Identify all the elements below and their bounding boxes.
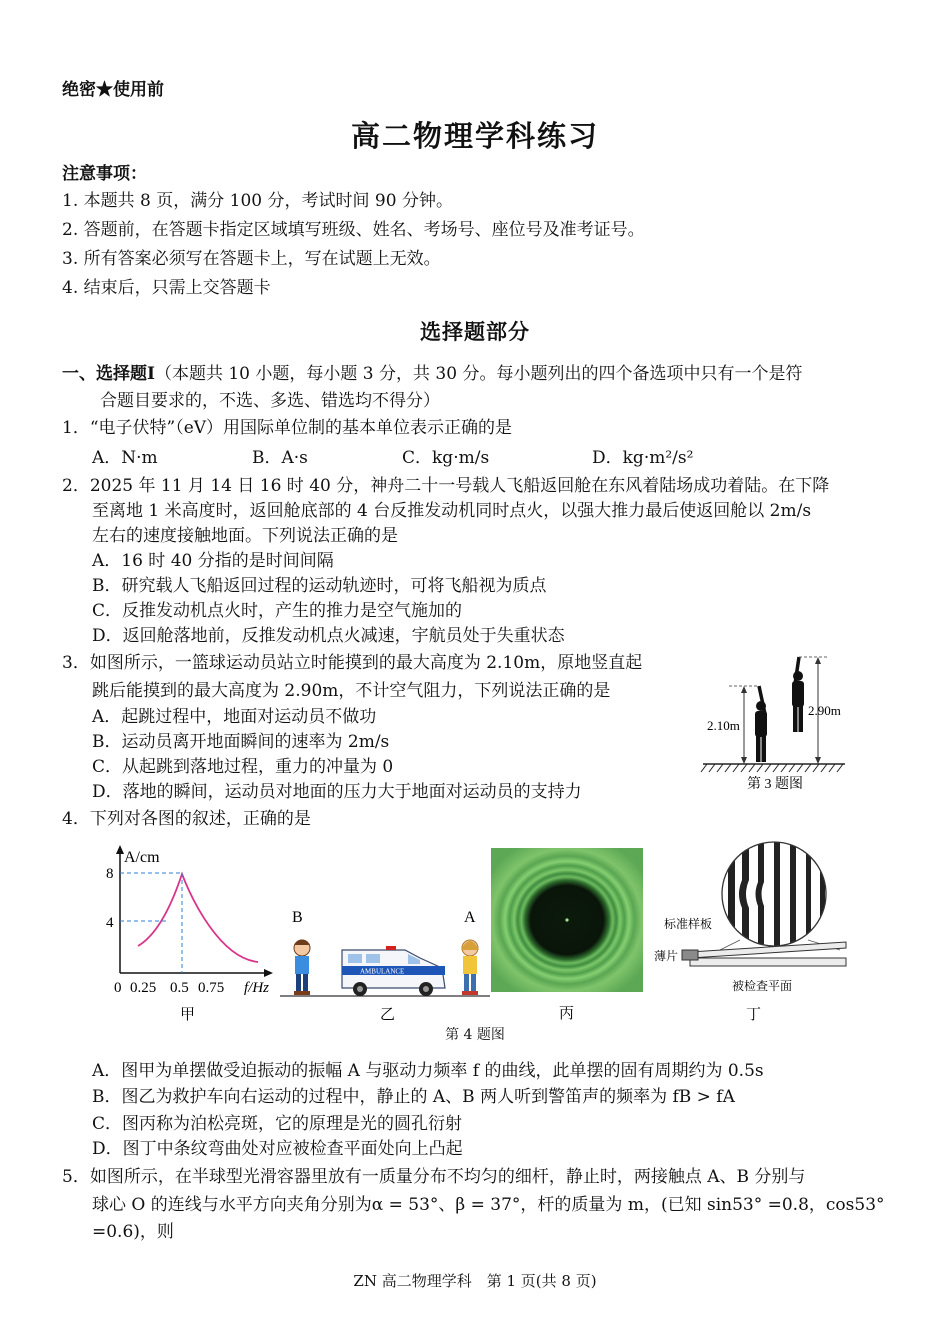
q3-caption: 第 3 题图 xyxy=(747,777,803,792)
q3-option-d: D．落地的瞬间，运动员对地面的压力大于地面对运动员的支持力 xyxy=(92,782,582,802)
part-desc: （本题共 10 小题，每小题 3 分，共 30 分。每小题列出的四个备选项中只有一个是符 xyxy=(154,364,803,384)
y-axis-label: A/cm xyxy=(124,849,160,866)
shim-icon xyxy=(682,950,698,960)
q5-stem-line: 5．如图所示，在半球型光滑容器里放有一质量分布不均匀的细杆，静止时，两接触点 A、B 分别与 xyxy=(62,1167,806,1187)
q2-stem-line: 左右的速度接触地面。下列说法正确的是 xyxy=(92,526,398,546)
child-a-icon xyxy=(461,940,479,995)
q3-figure xyxy=(695,648,885,796)
fig-bing xyxy=(491,848,643,1025)
q5-stem-line: =0.6)，则 xyxy=(92,1222,174,1242)
standing-person-icon xyxy=(755,686,767,762)
child-b-icon xyxy=(294,940,310,996)
q2-option-b: B．研究载人飞船返回过程的运动轨迹时，可将飞船视为质点 xyxy=(92,576,547,596)
x-axis-label: f/Hz xyxy=(244,980,270,996)
label-shim: 薄片 xyxy=(654,949,679,963)
part-header xyxy=(62,362,802,386)
x-tick-0: 0 xyxy=(114,980,122,996)
notice-item: 2. 答题前，在答题卡指定区域填写班级、姓名、考场号、座位号及准考证号。 xyxy=(62,220,645,240)
q1-option-b: B．A·s xyxy=(252,448,308,468)
notice-item: 1. 本题共 8 页，满分 100 分，考试时间 90 分钟。 xyxy=(62,191,453,211)
q2-stem-line: 至离地 1 米高度时，返回舱底部的 4 台反推发动机同时点火，以强大推力最后使返回舱以 2m/s xyxy=(92,501,812,521)
q3-option-c: C．从起跳到落地过程，重力的冲量为 0 xyxy=(92,757,394,777)
q5-stem-line: 球心 O 的连线与水平方向夹角分别为α = 53°、β = 37°，杆的质量为 m，(已知 sin53° =0.8，cos53° xyxy=(92,1195,885,1215)
section-title: 选择题部分 xyxy=(420,319,530,344)
notice-item: 4. 结束后，只需上交答题卡 xyxy=(62,278,271,298)
fig-jia-label: 甲 xyxy=(180,1007,196,1023)
label-2-90m: 2.90m xyxy=(808,703,841,718)
page-footer: ZN 高二物理学科 第 1 页(共 8 页) xyxy=(353,1272,597,1290)
fig-yi xyxy=(280,900,490,1025)
notice-heading: 注意事项： xyxy=(62,164,147,184)
jumping-person-icon xyxy=(792,657,804,732)
q3-stem-line: 跳后能摸到的最大高度为 2.90m，不计空气阻力，下列说法正确的是 xyxy=(92,681,611,701)
x-tick-025: 0.25 xyxy=(130,980,157,996)
page-title: 高二物理学科练习 xyxy=(350,119,599,153)
q2-stem-line: 2．2025 年 11 月 14 日 16 时 40 分，神舟二十一号载人飞船返回舱在东风着陆场成功着陆。在下降 xyxy=(62,476,830,496)
q2-option-c: C．反推发动机点火时，产生的推力是空气施加的 xyxy=(92,601,463,621)
label-standard-plate: 标准样板 xyxy=(664,917,713,931)
y-tick-8: 8 xyxy=(106,866,114,882)
q3-option-b: B．运动员离开地面瞬间的速率为 2m/s xyxy=(92,732,390,752)
q3-stem-line: 3．如图所示，一篮球运动员站立时能摸到的最大高度为 2.10m，原地竖直起 xyxy=(62,653,643,673)
fig-ding xyxy=(650,840,850,1025)
x-tick-05: 0.5 xyxy=(170,980,189,996)
resonance-chart xyxy=(100,840,290,1025)
part-label: 一、选择题Ⅰ xyxy=(62,364,155,384)
q1-option-a: A．N·m xyxy=(92,448,158,468)
q3-option-a: A．起跳过程中，地面对运动员不做功 xyxy=(92,707,377,727)
ambulance-icon xyxy=(342,946,445,996)
fig-jia xyxy=(100,840,290,1025)
resonance-curve xyxy=(138,874,258,962)
interference-fringes xyxy=(720,840,830,950)
fig-ding-label: 丁 xyxy=(746,1007,762,1023)
notice-item: 3. 所有答案必须写在答题卡上，写在试题上无效。 xyxy=(62,249,441,269)
q4-stem: 4．下列对各图的叙述，正确的是 xyxy=(62,809,311,829)
part-desc-line2: 合题目要求的，不选、多选、错选均不得分） xyxy=(100,391,440,411)
q4-option-c: C．图丙称为泊松亮斑，它的原理是光的圆孔衍射 xyxy=(92,1114,463,1134)
q1-option-d: D．kg·m²/s² xyxy=(592,448,694,468)
secret-label: 绝密★使用前 xyxy=(62,80,164,100)
ambulance-text: AMBULANCE xyxy=(360,967,405,976)
fig-yi-label: 乙 xyxy=(380,1007,396,1023)
q4-caption: 第 4 题图 xyxy=(445,1027,505,1043)
label-b: B xyxy=(292,909,303,926)
fig-bing-label: 丙 xyxy=(559,1006,575,1022)
x-tick-075: 0.75 xyxy=(198,980,225,996)
q2-option-d: D．返回舱落地前，反推发动机点火减速，宇航员处于失重状态 xyxy=(92,626,565,646)
q1-stem: 1．“电子伏特”（eV）用国际单位制的基本单位表示正确的是 xyxy=(62,418,513,438)
bright-spot xyxy=(565,918,568,921)
q4-option-d: D．图丁中条纹弯曲处对应被检查平面处向上凸起 xyxy=(92,1139,463,1159)
q2-option-a: A．16 时 40 分指的是时间间隔 xyxy=(92,551,334,571)
q4-option-a: A．图甲为单摆做受迫振动的振幅 A 与驱动力频率 f 的曲线，此单摆的固有周期约为 0.5s xyxy=(92,1061,764,1081)
label-2-10m: 2.10m xyxy=(707,718,740,733)
y-tick-4: 4 xyxy=(106,915,114,931)
q4-option-b: B．图乙为救护车向右运动的过程中，静止的 A、B 两人听到警笛声的频率为 fB > fA xyxy=(92,1087,735,1107)
q1-option-c: C．kg·m/s xyxy=(402,448,490,468)
label-surface: 被检查平面 xyxy=(732,979,793,993)
label-a: A xyxy=(464,909,476,926)
